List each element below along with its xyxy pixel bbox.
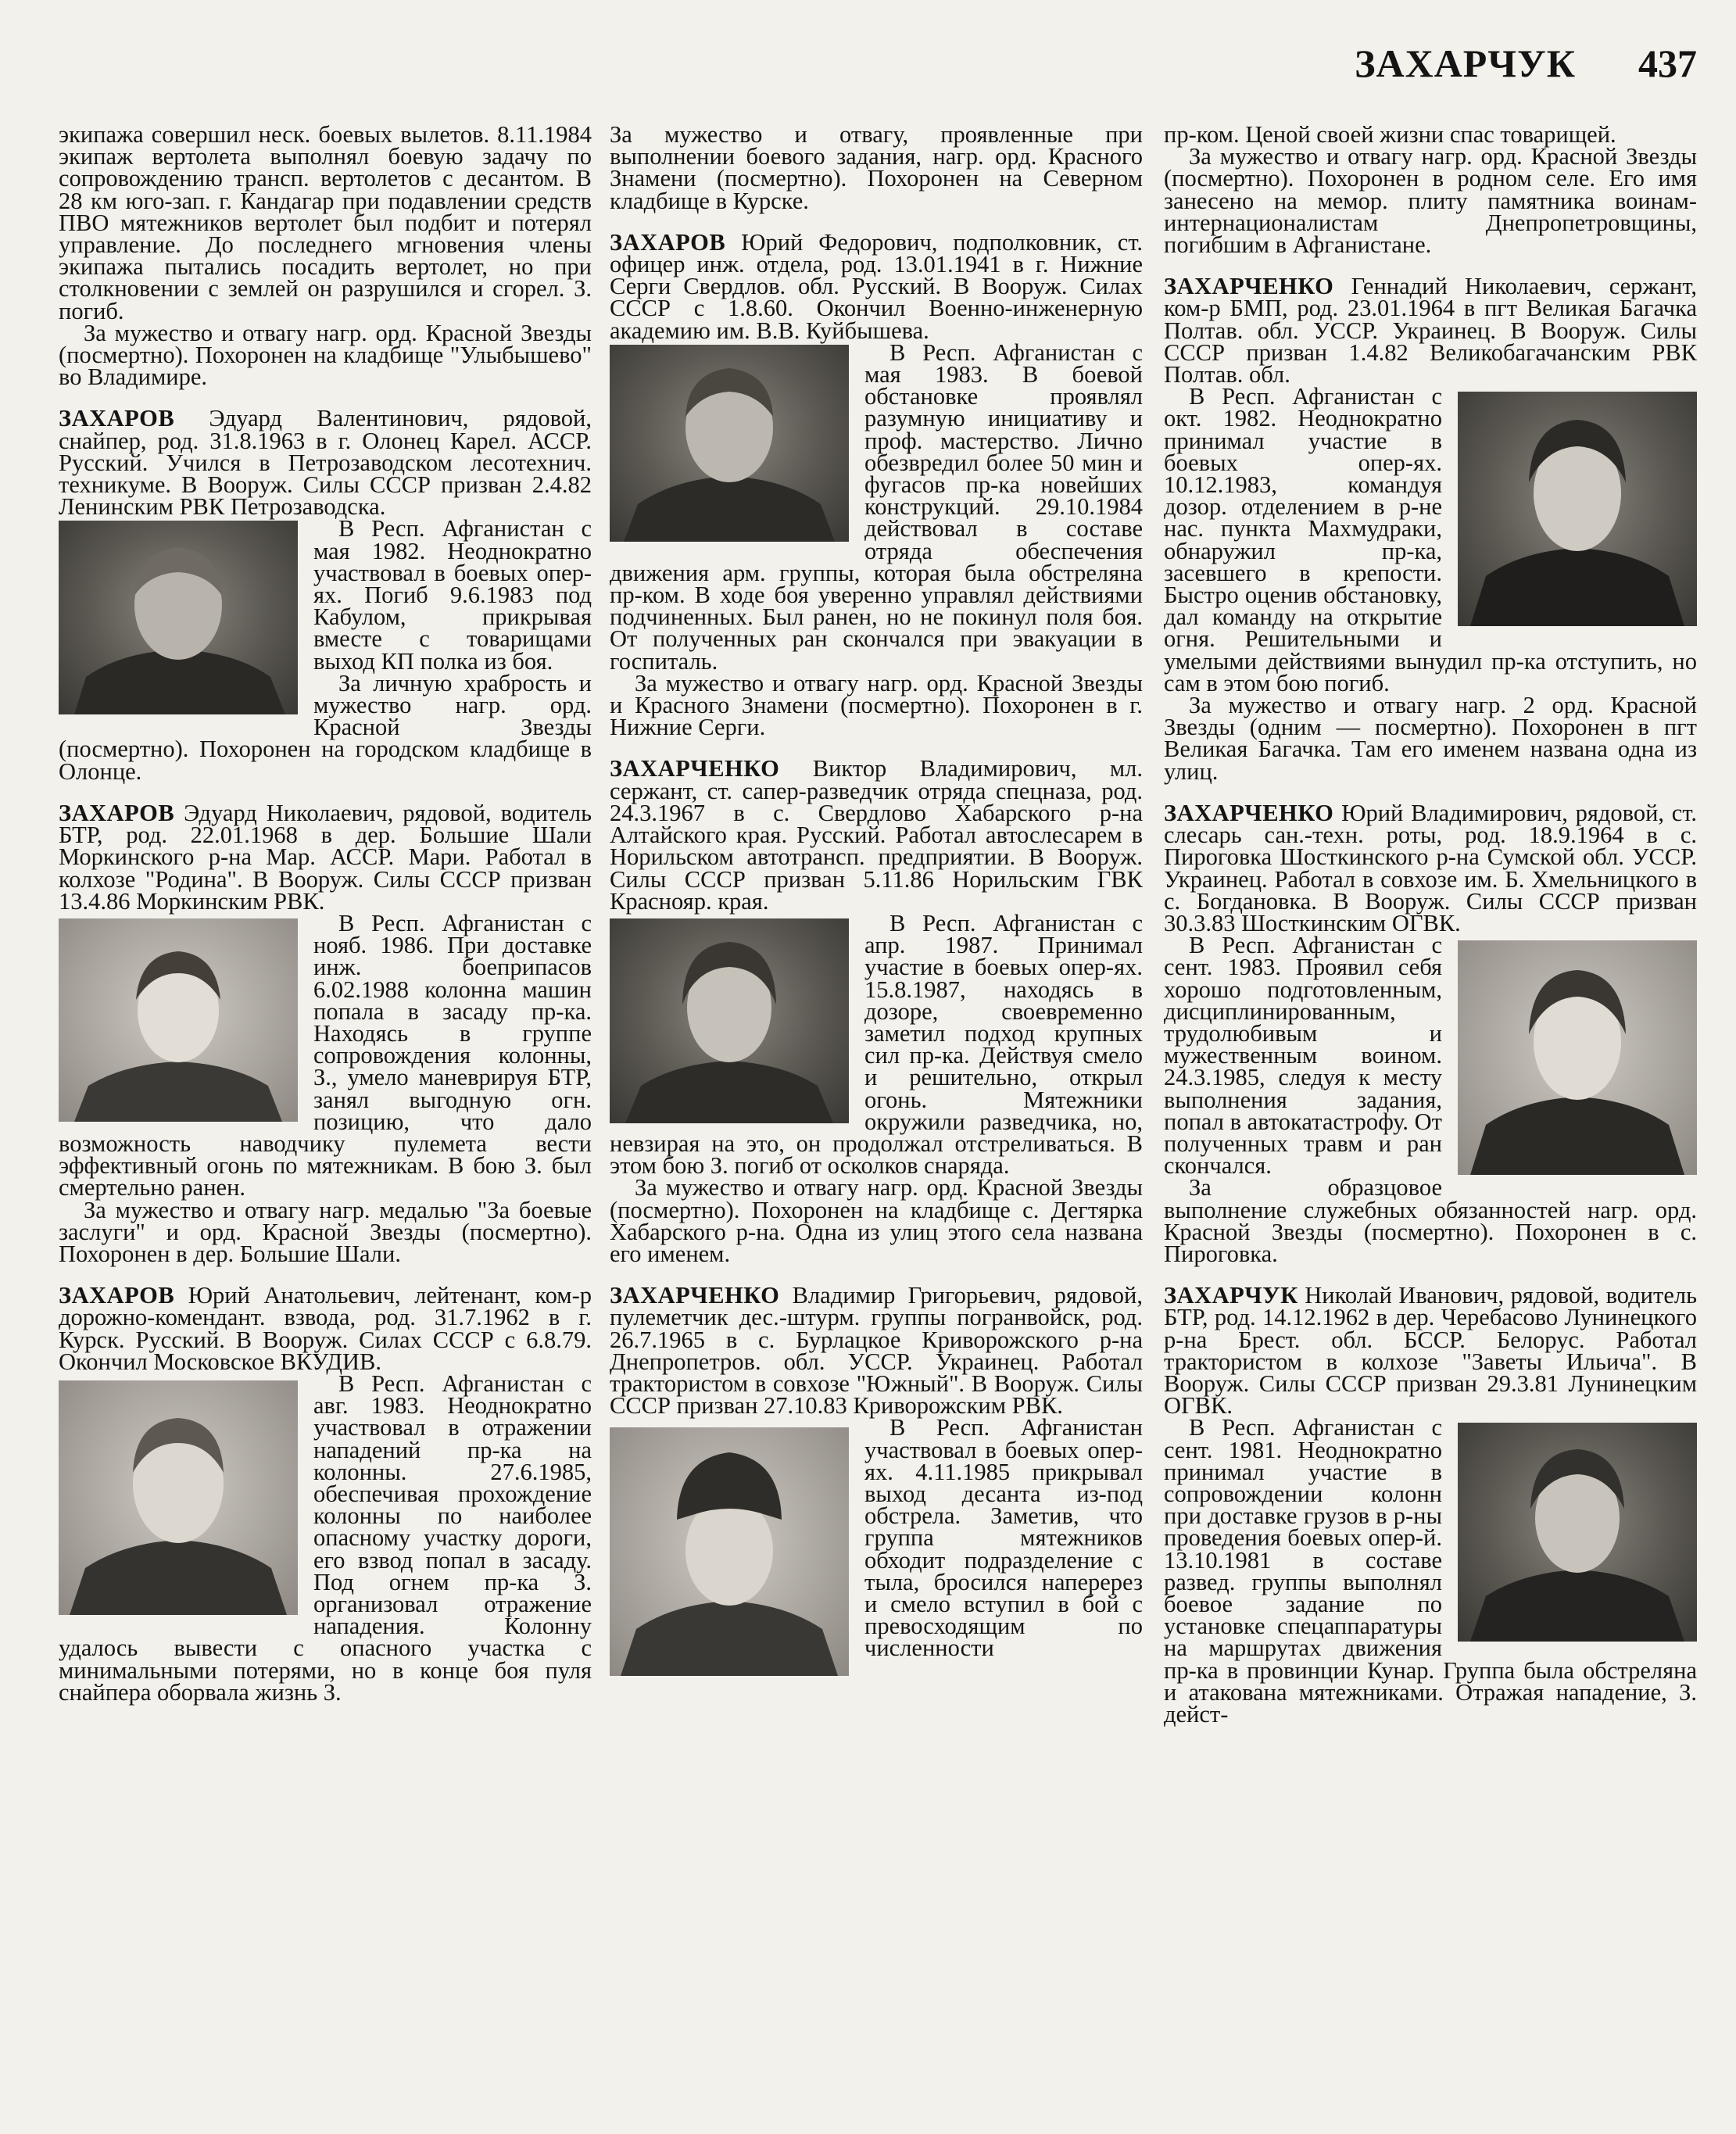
- portrait-silhouette: [1458, 1423, 1697, 1642]
- portrait-silhouette: [59, 521, 298, 714]
- portrait-photo: [1458, 392, 1697, 626]
- entry-lead: Юрий Анатольевич, лейтенант, ком-р дорожно-комендант. взвода, род. 31.7.1962 в г. Курск. Русский. В Вооруж. Силах СССР с 6.8.79. Окончил Московское ВКУДИВ.: [59, 1282, 592, 1375]
- entry-award: За мужество и отвагу нагр. орд. Красной Звезды (посмертно). Похоронен на кладбище с. Дегтярка Хабарского р-на. Одна из улиц этого села названа его именем.: [610, 1174, 1143, 1267]
- entry-surname: ЗАХАРОВ: [59, 799, 175, 826]
- entry-zakharov-yuri-a: [59, 1282, 592, 1706]
- portrait-silhouette: [59, 1380, 298, 1615]
- portrait-photo: [610, 1427, 849, 1676]
- entry-text: В Респ. Афганистан с сент. 1981. Неоднократно принимал участие в сопровождении колонн при доставке грузов в р-ны проведения боевых опер-й. 13.10.1981 в составе развед. группы выполнял боевое задание по установке спецаппаратуры на маршрутах движения пр-ка в провинции Кунар. Группа была обстреляна и атакована мятежниками. Отражая нападение, З. дейст-: [1164, 1414, 1697, 1728]
- portrait-photo: [610, 918, 849, 1123]
- entry-text: В Респ. Афганистан с сент. 1983. Проявил себя хорошо подготовленным, дисциплинированным, трудолюбивым и мужественным воином. 24.3.1985, следуя к месту выполнения задания, попал в автокатастрофу. От полученных травм и ран скончался.: [1164, 932, 1442, 1180]
- entry-text: В Респ. Афганистан с авг. 1983. Неоднократно участвовал в отражении нападений пр-ка на колонны. 27.6.1985, обеспечивая прохождение колонны по наиболее опасному участку дороги, его взвод попал в засаду. Под огнем пр-ка З. организовал отражение нападения. Колонну удалось вывести с опасного участка с минимальными потерями, но в конце боя пуля снайпера оборвала жизнь З.: [59, 1370, 592, 1706]
- entry-award: За личную храбрость и мужество нагр. орд. Красной Звезды (посмертно). Похоронен на городском кладбище в Олонце.: [59, 669, 592, 785]
- portrait-silhouette: [59, 918, 298, 1122]
- continued-entry: [59, 121, 592, 391]
- portrait-silhouette: [1458, 940, 1697, 1175]
- continued-entry: [1164, 121, 1697, 259]
- running-head-surname: ЗАХАРЧУК: [1355, 41, 1576, 85]
- portrait-silhouette: [610, 345, 849, 542]
- entry-award: За мужество и отвагу нагр. орд. Красной Звезды (посмертно). Похоронен в родном селе. Его имя занесено на мемор. плиту памятника воинам-интернационалистам Днепропетровщины, погибшим в Афганистане.: [1164, 143, 1697, 259]
- entry-surname: ЗАХАРЧЕНКО: [1164, 273, 1334, 300]
- entry-lead: Николай Иванович, рядовой, водитель БТР, род. 14.12.1962 в дер. Черебасово Лунинецкого р-на Брест. обл. БССР. Белорус. Работал трактористом в колхозе "Заветы Ильича". В Вооруж. Силы СССР призван 29.3.81 Лунинецким ОГВК.: [1164, 1282, 1697, 1420]
- entry-text: В Респ. Афганистан с мая 1982. Неоднократно участвовал в боевых опер-ях. Погиб 9.6.1983 под Кабулом, прикрывая вместе с товарищами выход КП полка из боя.: [313, 515, 592, 675]
- entry-zakharchenko-gennady: [1164, 273, 1698, 785]
- entry-text: экипажа совершил неск. боевых вылетов. 8.11.1984 экипаж вертолета выполнял боевую задачу по сопровождению трансп. вертолетов с десантом. В 28 км юго-зап. г. Кандагар при подавлении средств ПВО мятежников вертолет был подбит и потерял управление. До последнего мгновения члены экипажа пытались посадить вертолет, но при столкновении с землей он разрушился и сгорел. З. погиб.: [59, 121, 592, 324]
- portrait-silhouette: [610, 1427, 849, 1676]
- entry-surname: ЗАХАРЧЕНКО: [1164, 799, 1334, 826]
- entry-surname: ЗАХАРОВ: [610, 228, 726, 256]
- continued-entry: [610, 121, 1143, 214]
- entry-text: пр-ком. Ценой своей жизни спас товарищей.: [1164, 121, 1616, 148]
- entry-surname: ЗАХАРЧУК: [1164, 1282, 1298, 1309]
- entry-text: В Респ. Афганистан с апр. 1987. Принимал участие в боевых опер-ях. 15.8.1987, находясь в дозоре, своевременно заметил подход крупных сил пр-ка. Действуя смело и решительно, открыл огонь. Мятежники окружили разведчика, но, невзирая на это, он продолжал отстреливаться. В этом бою З. погиб от осколков снаряда.: [610, 909, 1143, 1180]
- entry-award: За мужество и отвагу нагр. орд. Красной Звезды (посмертно). Похоронен на кладбище "Улыбышево" во Владимире.: [59, 319, 592, 391]
- entry-text: В Респ. Афганистан участвовал в боевых опер-ях. 4.11.1985 прикрывал выход десанта из-под обстрела. Заметив, что группа мятежников обходит подразделение с тыла, бросился наперерез и смело вступил в бой с превосходящим по численности: [864, 1414, 1143, 1662]
- portrait-photo: [59, 521, 298, 714]
- entry-award: За мужество и отвагу нагр. 2 орд. Красной Звезды (одним — посмертно). Похоронен в пгт Великая Багачка. Там его именем названа одна из улиц.: [1164, 692, 1697, 785]
- portrait-photo: [1458, 1423, 1697, 1642]
- portrait-photo: [59, 1380, 298, 1615]
- portrait-photo: [59, 918, 298, 1122]
- page-number: 437: [1638, 41, 1697, 85]
- entry-zakharchuk-nikolai: [1164, 1282, 1697, 1728]
- entry-award: За мужество и отвагу нагр. орд. Красной Звезды и Красного Знамени (посмертно). Похоронен в г. Нижние Серги.: [610, 669, 1143, 741]
- entry-surname: ЗАХАРЧЕНКО: [610, 755, 780, 782]
- column-3: [1164, 121, 1698, 1728]
- entry-zakharchenko-viktor: [610, 757, 1143, 1265]
- page-header: [1355, 41, 1697, 86]
- entry-lead: Владимир Григорьевич, рядовой, пулеметчик дес.-штурм. группы погранвойск, род. 26.7.1965 в с. Бурлацкое Криворожского р-на Днепропетров. обл. УССР. Украинец. Работал трактористом в совхозе "Южный". В Вооруж. Силы СССР призван 27.10.83 Криворожским РВК.: [610, 1282, 1144, 1420]
- entry-lead: Юрий Федорович, подполковник, ст. офицер инж. отдела, род. 13.01.1941 в г. Нижние Серги Свердлов. обл. Русский. В Вооруж. Силах СССР с 1.8.60. Окончил Военно-инженерную академию им. В.В. Куйбышева.: [610, 228, 1143, 344]
- entry-award: За образцовое выполнение служебных обязанностей нагр. орд. Красной Звезды (посмертно). Похоронен в с. Пироговка.: [1164, 1174, 1697, 1267]
- entry-lead: Геннадий Николаевич, сержант, ком-р БМП, род. 23.01.1964 в пгт Великая Багачка Полтав. обл. УССР. Украинец. В Вооруж. Силы СССР призван 1.4.82 Великобагачанским РВК Полтав. обл.: [1164, 273, 1698, 388]
- entry-surname: ЗАХАРОВ: [59, 405, 175, 432]
- entry-lead: Юрий Владимирович, рядовой, ст. слесарь сан.-техн. роты, род. 18.9.1964 в с. Пироговка Шосткинского р-на Сумской обл. УССР. Украинец. Работал в совхозе им. Б. Хмельницкого в с. Богдановка. В Вооруж. Силы СССР призван 30.3.83 Шосткинским ОГВК.: [1164, 799, 1698, 936]
- entry-zakharov-eduard-v: [59, 405, 592, 785]
- entry-lead: Эдуард Николаевич, рядовой, водитель БТР, род. 22.01.1968 в дер. Большие Шали Моркинского р-на Мар. АССР. Мари. Работал в колхозе "Родина". В Вооруж. Силы СССР призван 13.4.86 Моркинским РВК.: [59, 799, 592, 915]
- entry-text: В Респ. Афганистан с мая 1983. В боевой обстановке проявлял разумную инициативу и проф. мастерство. Лично обезвредил более 50 мин и фугасов пр-ка новейших конструкций. 29.10.1984 действовал в составе отряда обеспечения движения арм. группы, которая была обстреляна пр-ком. В ходе боя уверенно управлял действиями подчиненных. Был ранен, но не покинул поля боя. От полученных ран скончался при эвакуации в госпиталь.: [610, 338, 1143, 675]
- entry-text: В Респ. Афганистан с нояб. 1986. При доставке инж. боеприпасов 6.02.1988 колонна машин попала в засаду пр-ка. Находясь в группе сопровождения колонны, З., умело маневрируя БТР, занял выгодную огн. позицию, что дало возможность наводчику пулемета вести эффективный огонь по мятежникам. В бою З. был смертельно ранен.: [59, 909, 592, 1201]
- portrait-photo: [1458, 940, 1697, 1175]
- column-2: [610, 121, 1144, 1681]
- portrait-silhouette: [610, 918, 849, 1123]
- portrait-silhouette: [1458, 392, 1697, 626]
- entry-zakharov-yuri-f: [610, 228, 1143, 741]
- entry-zakharchenko-vladimir: [610, 1282, 1144, 1662]
- column-1: [59, 121, 592, 1706]
- entry-zakharchenko-yuri: [1164, 799, 1698, 1267]
- entry-award: За мужество и отвагу нагр. медалью "За боевые заслуги" и орд. Красной Звезды (посмертно). Похоронен в дер. Большие Шали.: [59, 1196, 592, 1267]
- entry-zakharov-eduard-n: [59, 799, 592, 1267]
- entry-lead: Эдуард Валентинович, рядовой, снайпер, род. 31.8.1963 в г. Олонец Карел. АССР. Русский. Учился в Петрозаводском лесотехнич. техникуме. В Вооруж. Силы СССР призван 2.4.82 Ленинским РВК Петрозаводска.: [59, 405, 592, 521]
- entry-award: За мужество и отвагу, проявленные при выполнении боевого задания, нагр. орд. Красного Знамени (посмертно). Похоронен на Северном кладбище в Курске.: [610, 121, 1143, 214]
- entry-surname: ЗАХАРОВ: [59, 1282, 175, 1309]
- entry-text: В Респ. Афганистан с окт. 1982. Неоднократно принимал участие в боевых опер-ях. 10.12.1983, командуя дозор. отделением в р-не нас. пункта Махмудраки, обнаружил пр-ка, засевшего в крепости. Быстро оценив обстановку, дал команду на открытие огня. Решительными и умелыми действиями вынудил пр-ка отступить, но сам в этом бою погиб.: [1164, 383, 1697, 696]
- portrait-photo: [610, 345, 849, 542]
- entry-surname: ЗАХАРЧЕНКО: [610, 1282, 780, 1309]
- entry-lead: Виктор Владимирович, мл. сержант, ст. сапер-разведчик отряда спецназа, род. 24.3.1967 в с. Свердлово Хабарского р-на Алтайского края. Русский. Работал автослесарем в Норильском автотрансп. предприятии. В Вооруж. Силы СССР призван 5.11.86 Норильским ГВК Краснояр. края.: [610, 755, 1144, 915]
